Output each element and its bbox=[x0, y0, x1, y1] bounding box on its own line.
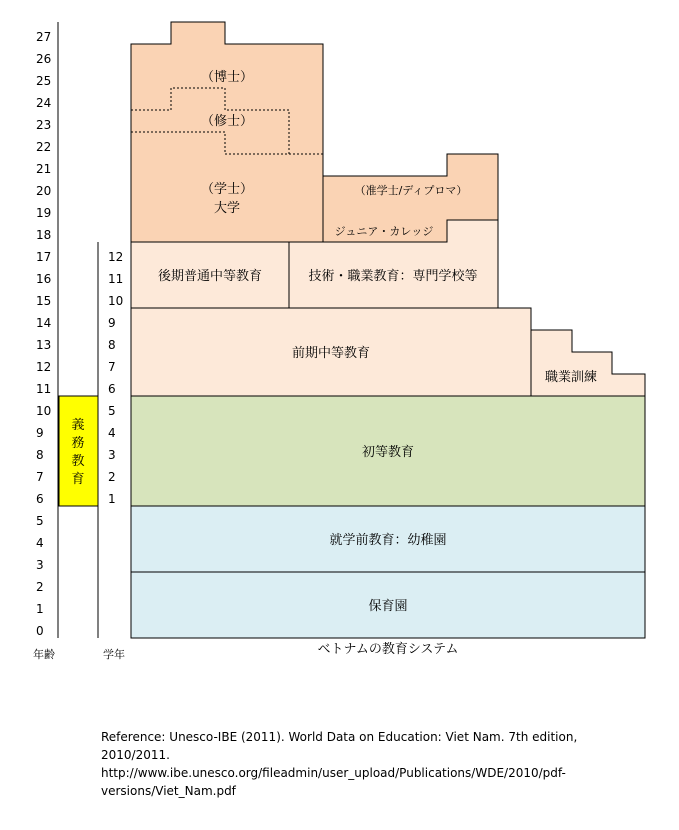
age-tick-label: 13 bbox=[36, 338, 52, 352]
age-caption: 年齢 bbox=[33, 648, 55, 661]
vocational-training-label: 職業訓練 bbox=[544, 370, 598, 385]
compulsory-char: 育 bbox=[71, 472, 85, 487]
vocational-education-label: 技術・職業教育：専門学校等 bbox=[308, 269, 478, 284]
junior-diploma-label: （准学士/ディプロマ） bbox=[354, 184, 468, 197]
bachelor-label: （学士） bbox=[200, 182, 254, 197]
grade-tick-label: 2 bbox=[108, 470, 116, 484]
age-tick-label: 23 bbox=[36, 118, 52, 132]
age-tick-label: 26 bbox=[36, 52, 52, 66]
vocational-training-box bbox=[531, 330, 645, 396]
grade-tick-label: 9 bbox=[108, 316, 116, 330]
age-tick-label: 21 bbox=[36, 162, 52, 176]
grade-tick-label: 7 bbox=[108, 360, 116, 374]
age-tick-label: 11 bbox=[36, 382, 52, 396]
age-tick-label: 15 bbox=[36, 294, 52, 308]
age-tick-label: 10 bbox=[36, 404, 52, 418]
compulsory-char: 教 bbox=[71, 454, 85, 469]
grade-tick-label: 12 bbox=[108, 250, 124, 264]
age-tick-label: 27 bbox=[36, 30, 52, 44]
compulsory-char: 義 bbox=[71, 418, 85, 433]
age-tick-label: 19 bbox=[36, 206, 52, 220]
age-tick-label: 5 bbox=[36, 514, 44, 528]
grade-caption: 学年 bbox=[103, 648, 125, 661]
grade-tick-label: 8 bbox=[108, 338, 116, 352]
age-tick-label: 12 bbox=[36, 360, 52, 374]
compulsory-char: 務 bbox=[71, 436, 85, 451]
primary-education-label: 初等教育 bbox=[361, 445, 415, 460]
master-label: （修士） bbox=[200, 114, 254, 129]
reference-line: Reference: Unesco-IBE (2011). World Data on Education: Viet Nam. 7th edition, bbox=[101, 730, 578, 744]
grade-tick-label: 5 bbox=[108, 404, 116, 418]
age-tick-label: 25 bbox=[36, 74, 52, 88]
age-tick-label: 8 bbox=[36, 448, 44, 462]
grade-tick-label: 10 bbox=[108, 294, 124, 308]
preschool-label: 就学前教育：幼稚園 bbox=[329, 533, 447, 548]
reference-line: 2010/2011. bbox=[101, 748, 170, 762]
age-tick-label: 3 bbox=[36, 558, 44, 572]
age-tick-label: 20 bbox=[36, 184, 52, 198]
grade-tick-label: 6 bbox=[108, 382, 116, 396]
diagram-caption: ベトナムの教育システム bbox=[317, 642, 459, 657]
age-tick-label: 18 bbox=[36, 228, 52, 242]
reference-text bbox=[101, 728, 621, 800]
junior-college-label: ジュニア・カレッジ bbox=[334, 225, 434, 238]
age-tick-label: 24 bbox=[36, 96, 52, 110]
age-tick-label: 17 bbox=[36, 250, 52, 264]
grade-tick-label: 1 bbox=[108, 492, 116, 506]
grade-labels bbox=[108, 250, 123, 506]
age-tick-label: 9 bbox=[36, 426, 44, 440]
age-tick-label: 2 bbox=[36, 580, 44, 594]
compulsory-education-box bbox=[59, 396, 98, 506]
grade-tick-label: 3 bbox=[108, 448, 116, 462]
age-tick-label: 14 bbox=[36, 316, 52, 330]
reference-url: versions/Viet_Nam.pdf bbox=[101, 784, 236, 798]
age-tick-label: 16 bbox=[36, 272, 52, 286]
age-tick-label: 22 bbox=[36, 140, 52, 154]
reference-url: http://www.ibe.unesco.org/fileadmin/user_upload/Publications/WDE/2010/pdf- bbox=[101, 766, 566, 780]
age-tick-label: 1 bbox=[36, 602, 44, 616]
age-tick-label: 0 bbox=[36, 624, 44, 638]
university-label: 大学 bbox=[213, 201, 241, 216]
age-tick-label: 6 bbox=[36, 492, 44, 506]
grade-tick-label: 11 bbox=[108, 272, 124, 286]
upper-secondary-label: 後期普通中等教育 bbox=[157, 269, 263, 284]
doctor-label: （博士） bbox=[200, 70, 254, 85]
age-tick-label: 7 bbox=[36, 470, 44, 484]
grade-tick-label: 4 bbox=[108, 426, 116, 440]
age-labels bbox=[36, 30, 51, 638]
lower-secondary-label: 前期中等教育 bbox=[291, 346, 371, 361]
age-tick-label: 4 bbox=[36, 536, 44, 550]
nursery-label: 保育園 bbox=[368, 599, 408, 614]
